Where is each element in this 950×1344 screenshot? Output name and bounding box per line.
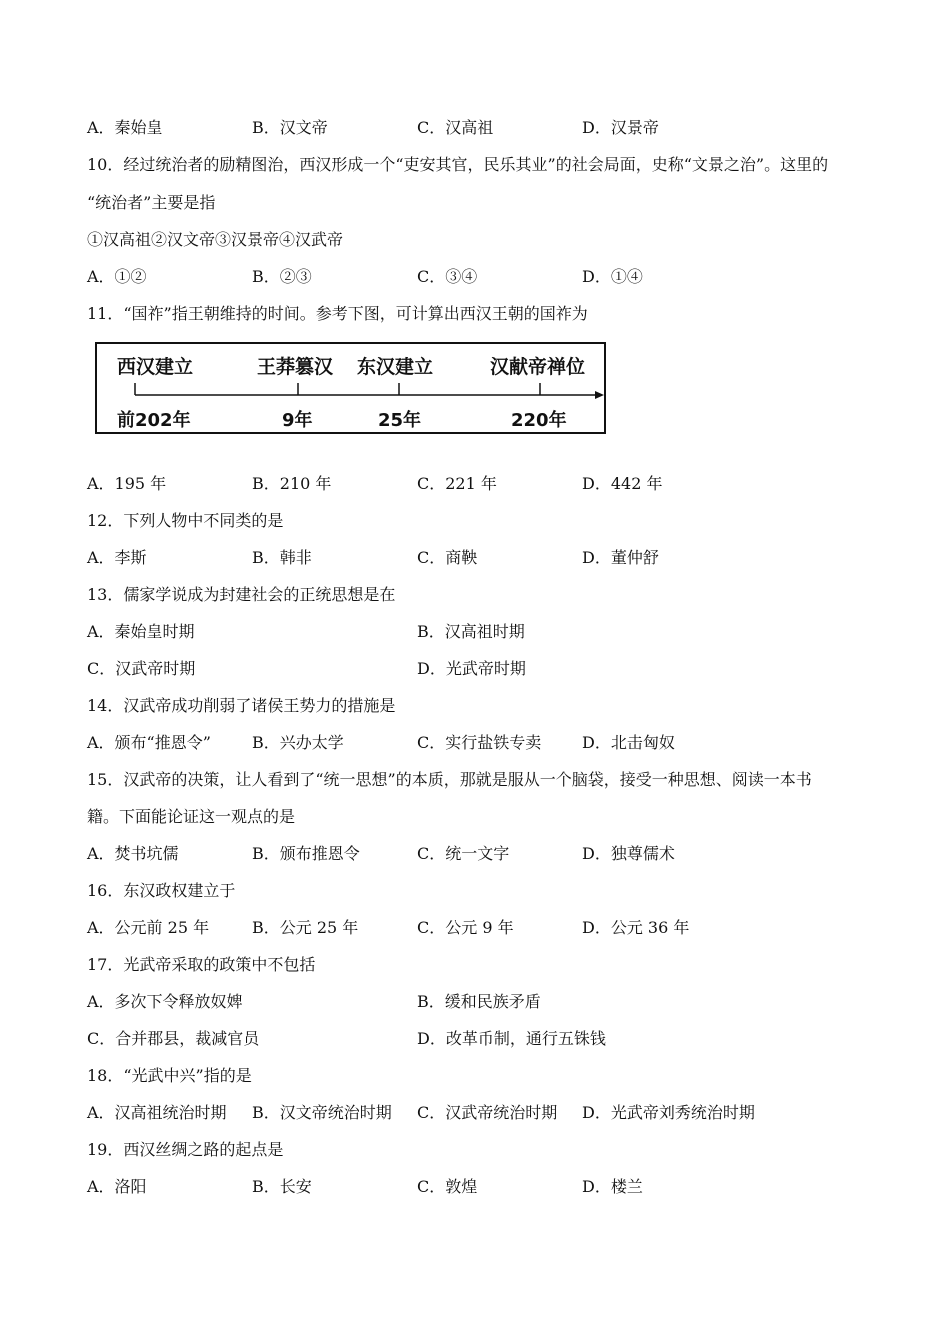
timeline-event-eastern-han-founded: 东汉建立 [357, 356, 434, 378]
q16-stem: 16．东汉政权建立于 [87, 881, 236, 900]
q12-option-c: C．商鞅 [417, 548, 478, 567]
timeline-figure [95, 342, 606, 434]
timeline-event-western-han-founded: 西汉建立 [117, 356, 194, 378]
q14-option-d: D．北击匈奴 [582, 733, 675, 752]
q19-option-d: D．楼兰 [582, 1177, 643, 1196]
timeline-year-220: 220年 [511, 410, 567, 431]
q14-option-c: C．实行盐铁专卖 [417, 733, 542, 752]
q17-option-a: A．多次下令释放奴婢 [87, 992, 243, 1011]
q12-option-d: D．董仲舒 [582, 548, 659, 567]
q18-option-c: C．汉武帝统治时期 [417, 1103, 558, 1122]
q9-option-d: D．汉景帝 [582, 118, 659, 137]
q12-option-b: B．韩非 [252, 548, 312, 567]
timeline-event-emperor-xian-abdication: 汉献帝禅位 [490, 356, 586, 378]
q10-stem-line1: 10．经过统治者的励精图治，西汉形成一个“吏安其官，民乐其业”的社会局面，史称“文景之治”。这里的 [87, 155, 829, 174]
q14-stem: 14．汉武帝成功削弱了诸侯王势力的措施是 [87, 696, 396, 715]
q15-option-b: B．颁布推恩令 [252, 844, 360, 863]
q18-stem: 18．“光武中兴”指的是 [87, 1066, 252, 1085]
timeline-year-202bc: 前202年 [117, 410, 191, 431]
q13-option-d: D．光武帝时期 [417, 659, 526, 678]
timeline-year-25: 25年 [378, 410, 422, 431]
q18-option-d: D．光武帝刘秀统治时期 [582, 1103, 755, 1122]
q18-option-a: A．汉高祖统治时期 [87, 1103, 227, 1122]
q17-option-c: C．合并郡县，裁减官员 [87, 1029, 260, 1048]
q13-option-c: C．汉武帝时期 [87, 659, 196, 678]
q15-stem-line1: 15．汉武帝的决策，让人看到了“统一思想”的本质，那就是服从一个脑袋，接受一种思想、阅读一本书 [87, 770, 812, 789]
q18-option-b: B．汉文帝统治时期 [252, 1103, 392, 1122]
q10-option-a: A．①② [87, 267, 147, 286]
q17-option-d: D．改革币制，通行五铢钱 [417, 1029, 606, 1048]
q14-option-a: A．颁布“推恩令” [87, 733, 211, 752]
q13-option-b: B．汉高祖时期 [417, 622, 525, 641]
q15-stem-line2: 籍。下面能论证这一观点的是 [87, 807, 296, 826]
q16-option-a: A．公元前 25 年 [87, 918, 210, 937]
q14-option-b: B．兴办太学 [252, 733, 344, 752]
q12-stem: 12．下列人物中不同类的是 [87, 511, 284, 530]
q13-option-a: A．秦始皇时期 [87, 622, 195, 641]
q10-items: ①汉高祖②汉文帝③汉景帝④汉武帝 [87, 230, 344, 249]
q15-option-c: C．统一文字 [417, 844, 510, 863]
timeline-year-9: 9年 [282, 410, 313, 431]
q13-stem: 13．儒家学说成为封建社会的正统思想是在 [87, 585, 396, 604]
q11-option-c: C．221 年 [417, 474, 497, 493]
q19-option-a: A．洛阳 [87, 1177, 147, 1196]
q12-option-a: A．李斯 [87, 548, 147, 567]
q15-option-d: D．独尊儒术 [582, 844, 675, 863]
q9-option-b: B．汉文帝 [252, 118, 328, 137]
q11-stem: 11．“国祚”指王朝维持的时间。参考下图，可计算出西汉王朝的国祚为 [87, 304, 588, 323]
q10-stem-line2: “统治者”主要是指 [87, 193, 216, 212]
q16-option-d: D．公元 36 年 [582, 918, 690, 937]
q16-option-c: C．公元 9 年 [417, 918, 514, 937]
q10-option-d: D．①④ [582, 267, 643, 286]
q9-option-a: A．秦始皇 [87, 118, 163, 137]
q19-option-c: C．敦煌 [417, 1177, 478, 1196]
q17-stem: 17．光武帝采取的政策中不包括 [87, 955, 316, 974]
q16-option-b: B．公元 25 年 [252, 918, 359, 937]
q11-option-b: B．210 年 [252, 474, 332, 493]
q11-option-d: D．442 年 [582, 474, 663, 493]
q9-option-c: C．汉高祖 [417, 118, 494, 137]
q11-option-a: A．195 年 [87, 474, 167, 493]
q19-stem: 19．西汉丝绸之路的起点是 [87, 1140, 284, 1159]
q17-option-b: B．缓和民族矛盾 [417, 992, 541, 1011]
q19-option-b: B．长安 [252, 1177, 312, 1196]
q15-option-a: A．焚书坑儒 [87, 844, 179, 863]
timeline-event-wang-mang-usurpation: 王莽篡汉 [257, 356, 334, 378]
q10-option-c: C．③④ [417, 267, 478, 286]
q10-option-b: B．②③ [252, 267, 312, 286]
